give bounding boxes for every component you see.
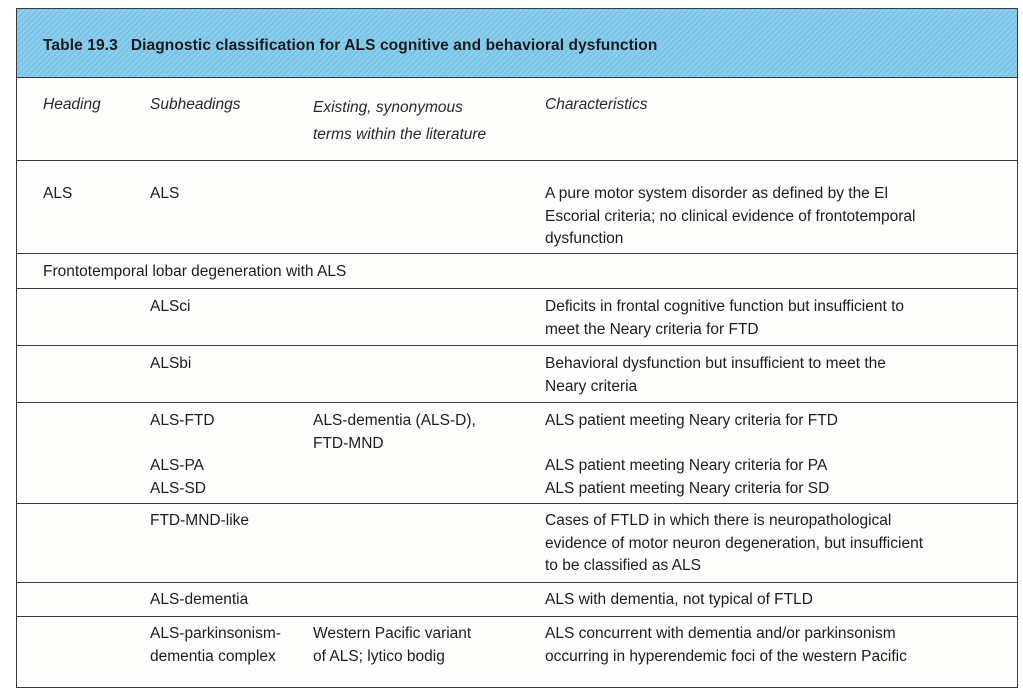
row-als-pa-subheading (150, 455, 310, 500)
row-als-characteristics (545, 183, 1005, 251)
row-als-ftd-characteristics: ALS patient meeting Neary criteria for FTD (545, 412, 838, 429)
table-row (17, 289, 1017, 346)
table-row (17, 583, 1017, 617)
row-als-ftd-syn-line-1: ALS-dementia (ALS-D), (313, 412, 476, 429)
table-row (17, 161, 1017, 254)
row-als-pdc-syn-line-1: Western Pacific variant (313, 625, 472, 642)
table-number: Table 19.3 (43, 37, 118, 54)
row-ftd-mnd-like-char-line-3: to be classified as ALS (545, 557, 701, 574)
table-title (43, 37, 657, 55)
row-als-sd-label: ALS-SD (150, 479, 206, 497)
table-title-bar (17, 9, 1017, 78)
row-ftd-mnd-like-characteristics (545, 510, 1005, 578)
row-alsci-characteristics (545, 296, 1005, 341)
row-als-ftd-syn-line-2: FTD-MND (313, 434, 384, 452)
row-als-pdc-synonyms (313, 623, 538, 668)
row-als-pdc-syn-line-2: of ALS; lytico bodig (313, 647, 445, 665)
row-als-sd-char: ALS patient meeting Neary criteria for SD (545, 479, 830, 497)
row-als-pdc-sub-line-1: ALS-parkinsonism- (150, 625, 281, 642)
row-ftd-mnd-like-subheading: FTD-MND-like (150, 512, 250, 529)
header-synonyms-line-2: terms within the literature (313, 126, 487, 143)
row-alsci-char-line-2: meet the Neary criteria for FTD (545, 320, 759, 338)
row-alsbi-subheading: ALSbi (150, 355, 192, 372)
row-als-subheading: ALS (150, 185, 180, 202)
row-als-ftd-subheading: ALS-FTD (150, 412, 215, 429)
row-alsbi-characteristics (545, 353, 1005, 398)
table-row (17, 403, 1017, 504)
row-als-dementia-characteristics: ALS with dementia, not typical of FTLD (545, 591, 813, 608)
table-row (17, 504, 1017, 583)
row-ftd-mnd-like-char-line-1: Cases of FTLD in which there is neuropathological (545, 512, 892, 529)
row-ftd-mnd-like-char-line-2: evidence of motor neuron degeneration, but insufficient (545, 534, 923, 552)
row-als-char-line-1: A pure motor system disorder as defined by the El (545, 185, 888, 202)
header-synonyms-line-1: Existing, synonymous (313, 99, 463, 116)
row-alsci-subheading: ALSci (150, 298, 191, 315)
table-row (17, 346, 1017, 403)
row-alsci-char-line-1: Deficits in frontal cognitive function but insufficient to (545, 298, 904, 315)
header-heading: Heading (43, 96, 101, 113)
table-row (17, 254, 1017, 289)
header-characteristics: Characteristics (545, 96, 648, 113)
row-alsbi-char-line-1: Behavioral dysfunction but insufficient to meet the (545, 355, 886, 372)
row-als-pdc-subheading (150, 623, 310, 668)
table-row (17, 617, 1017, 687)
row-als-char-line-3: dysfunction (545, 230, 624, 247)
row-als-pa-char: ALS patient meeting Neary criteria for PA (545, 457, 828, 474)
table-frame (16, 8, 1018, 688)
row-als-pdc-char-line-2: occurring in hyperendemic foci of the western Pacific (545, 647, 907, 665)
header-subheadings: Subheadings (150, 96, 241, 113)
row-als-pdc-characteristics (545, 623, 1005, 668)
row-als-pa-sd-characteristics (545, 455, 1005, 500)
row-als-char-line-2: Escorial criteria; no clinical evidence of frontotemporal (545, 207, 916, 225)
row-alsbi-char-line-2: Neary criteria (545, 377, 638, 395)
header-synonyms (313, 94, 538, 148)
row-als-dementia-subheading: ALS-dementia (150, 591, 249, 608)
row-ftld-group-label: Frontotemporal lobar degeneration with ALS (43, 263, 347, 280)
header-row (17, 78, 1017, 161)
row-als-heading: ALS (43, 185, 73, 202)
row-als-ftd-synonyms (313, 410, 538, 455)
row-als-pa-label: ALS-PA (150, 457, 204, 474)
row-als-pdc-sub-line-2: dementia complex (150, 647, 276, 665)
row-als-pdc-char-line-1: ALS concurrent with dementia and/or parkinsonism (545, 625, 896, 642)
table-caption: Diagnostic classification for ALS cognitive and behavioral dysfunction (130, 37, 658, 54)
